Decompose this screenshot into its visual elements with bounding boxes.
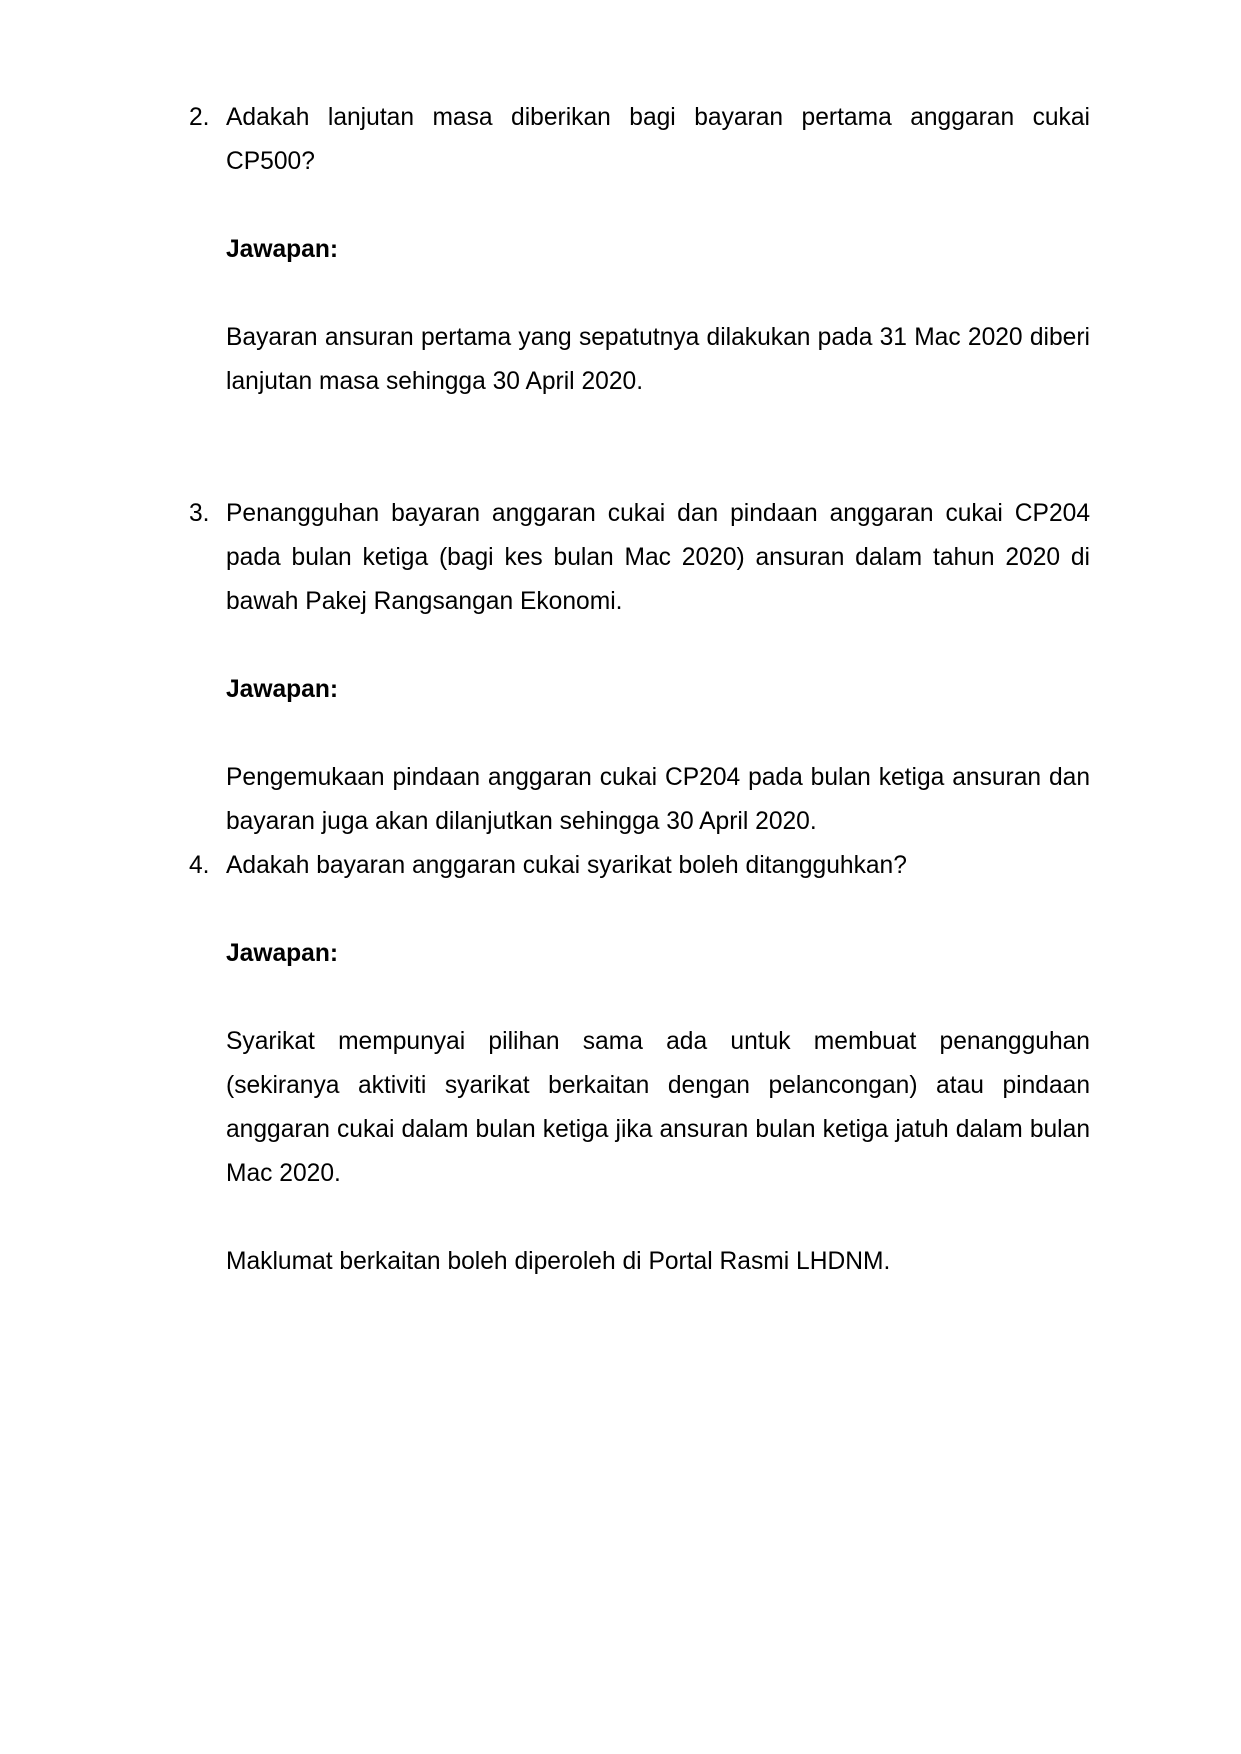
- item-body: [226, 844, 1090, 1284]
- closing-note: Maklumat berkaitan boleh diperoleh di Portal Rasmi LHDNM.: [226, 1248, 891, 1275]
- question-text: Adakah bayaran anggaran cukai syarikat boleh ditangguhkan?: [226, 852, 907, 879]
- item-number: 4.: [189, 852, 210, 879]
- faq-item-3: [189, 492, 1090, 844]
- answer-label: Jawapan:: [226, 676, 339, 703]
- faq-item-4: [189, 844, 1090, 1284]
- faq-item-2: [189, 96, 1090, 404]
- item-number: 2.: [189, 104, 210, 131]
- answer-text: Syarikat mempunyai pilihan sama ada untuk membuat penangguhan (sekiranya aktiviti syarikat berkaitan dengan pelancongan) atau pindaan anggaran cukai dalam bulan ketiga jika ansuran bulan ketiga jatuh dalam bulan Mac 2020.: [226, 1028, 1090, 1187]
- answer-text: Bayaran ansuran pertama yang sepatutnya dilakukan pada 31 Mac 2020 diberi lanjutan masa sehingga 30 April 2020.: [226, 324, 1090, 395]
- answer-label: Jawapan:: [226, 940, 339, 967]
- answer-text: Pengemukaan pindaan anggaran cukai CP204 pada bulan ketiga ansuran dan bayaran juga akan dilanjutkan sehingga 30 April 2020.: [226, 764, 1090, 835]
- item-number: 3.: [189, 500, 210, 527]
- question-text: Penangguhan bayaran anggaran cukai dan pindaan anggaran cukai CP204 pada bulan ketiga (bagi kes bulan Mac 2020) ansuran dalam tahun 2020 di bawah Pakej Rangsangan Ekonomi.: [226, 500, 1090, 615]
- item-body: [226, 492, 1090, 844]
- question-text: Adakah lanjutan masa diberikan bagi bayaran pertama anggaran cukai CP500?: [226, 104, 1090, 175]
- document-content: [189, 96, 1090, 1284]
- item-body: [226, 96, 1090, 404]
- answer-label: Jawapan:: [226, 236, 339, 263]
